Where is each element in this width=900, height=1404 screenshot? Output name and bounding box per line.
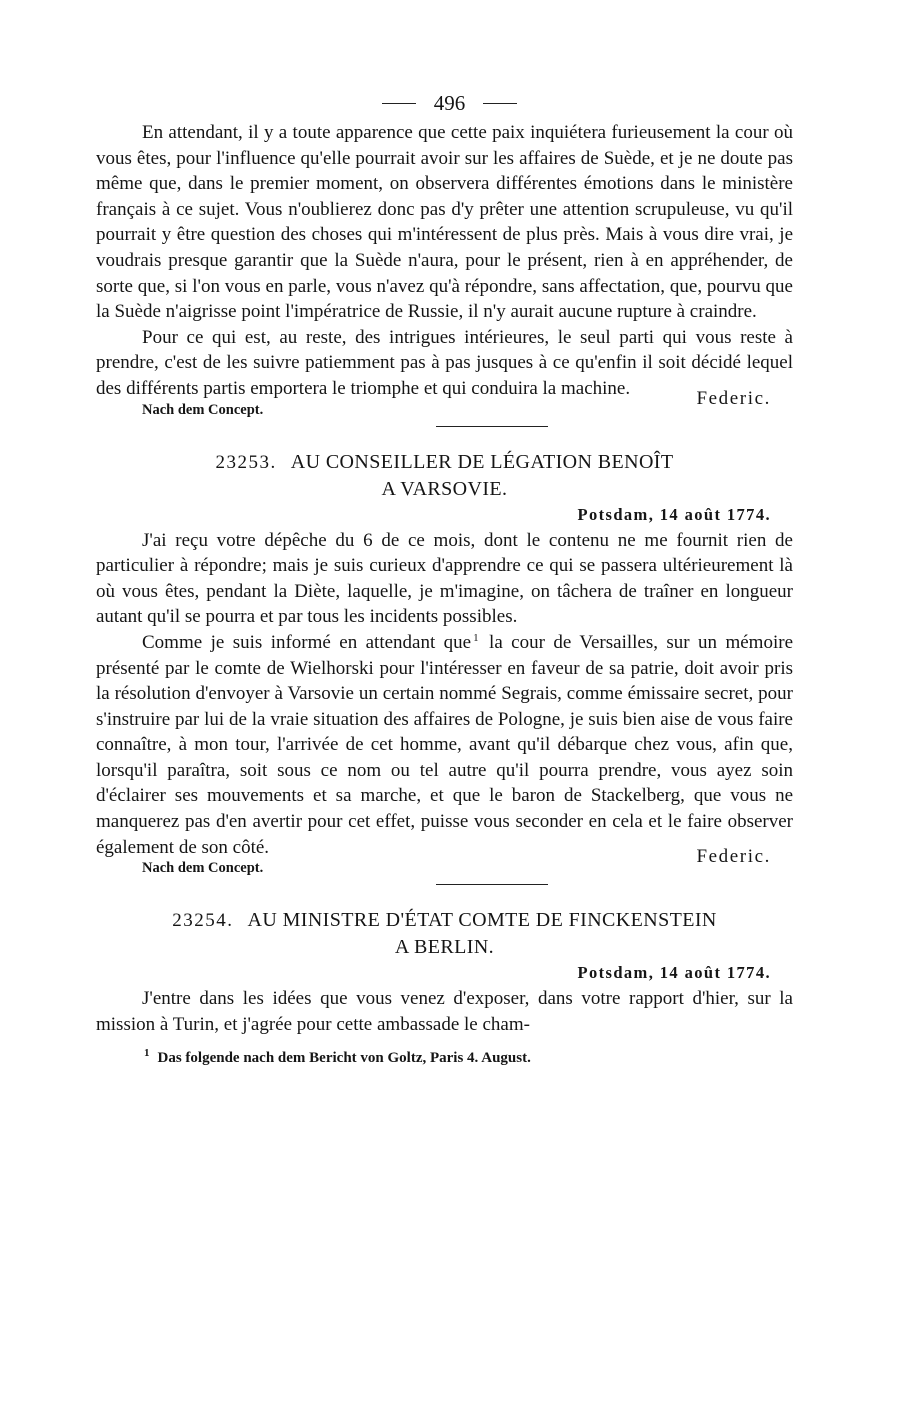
section-divider — [436, 884, 548, 885]
footnote-text: Das folgende nach dem Bericht von Goltz, Paris 4. August. — [157, 1050, 531, 1067]
signature: Federic. — [696, 846, 771, 868]
section-divider — [436, 426, 548, 427]
signature: Federic. — [696, 387, 771, 409]
letter-number: 23253. — [215, 451, 277, 473]
dateline: Potsdam, 14 août 1774. — [577, 963, 771, 983]
continuation-paragraph-1: En attendant, il y a toute apparence que cette paix inquiétera furieusement la cour où vous êtes, pour l'influence qu'elle pourrait avoir sur les affaires de Suède, et je ne doute pas même que, dans le premier moment, on observera différentes émotions dans le ministère français à ce sujet. Vous n'oublierez donc pas d'y prêter une attention scrupuleuse, vu qu'il pourrait y être question des choses qui m'intéressent de plus près. Mais à vous dire vrai, je voudrais presque garantir que la Suède n'aura, pour le présent, rien à en appréhender, de sorte que, si l'on vous en parle, vous n'avez qu'à répondre, sans affectation, que, pourvu que la Suède n'aigrisse point l'impératrice de Russie, il n'y aurait aucune rupture à craindre. — [96, 122, 793, 323]
letter-paragraph-1: J'ai reçu votre dépêche du 6 de ce mois, dont le contenu ne me fournit rien de particulier à répondre; mais je suis curieux d'apprendre ce qui se passera ultérieurement là où vous êtes, pendant la Diète, laquelle, je m'imagine, on tâchera de traîner en longueur autant qu'il se pourra et par tous les incidents possibles. — [96, 529, 793, 628]
letter-heading-line-1 — [96, 907, 793, 934]
page-number: 496 — [433, 90, 466, 115]
footnote-mark: 1 — [144, 1047, 150, 1060]
source-note: Nach dem Concept. — [142, 860, 264, 877]
letter-paragraph-2 — [96, 630, 793, 860]
footnote — [144, 1047, 793, 1067]
book-page — [96, 86, 793, 1067]
letter-paragraph-1: J'entre dans les idées que vous venez d'exposer, dans votre rapport d'hier, sur la mission à Turin, et j'agrée pour cette ambassade le cham- — [96, 988, 793, 1035]
letter-heading-line-2: A BERLIN. — [394, 936, 495, 959]
letter-recipient: AU MINISTRE D'ÉTAT COMTE DE FINCKENSTEIN — [247, 909, 717, 932]
letter-paragraph-2-start: Comme je suis informé en attendant que — [142, 631, 472, 653]
letter-paragraph-2-rest: la cour de Versailles, sur un mémoire présenté par le comte de Wielhorski pour l'intéresser en faveur de sa patrie, doit avoir pris la résolution d'envoyer à Varsovie un certain nommé Segrais, comme émissaire secret, pour s'instruire par lui de la vraie situation des affaires de Pologne, je suis bien aise de vous faire connaître, à mon tour, l'arrivée de cet homme, avant qu'il débarque chez vous, afin que, lorsqu'il paraîtra, soit sous ce nom ou tel autre qu'il pourra prendre, vous ayez soin d'éclairer ses mouvements et sa marche, et que le baron de Stackelberg, que vous ne manquerez pas d'en avertir pour cet effet, puisse vous seconder en cela et le faire observer également de son côté. — [96, 631, 793, 858]
page-number-line — [106, 86, 793, 120]
letter-heading-line-2: A VARSOVIE. — [381, 477, 508, 500]
letter-number: 23254. — [172, 910, 234, 932]
continuation-paragraph-2: Pour ce qui est, au reste, des intrigues intérieures, le seul parti qui vous reste à prendre, c'est de les suivre patiemment pas à pas jusques à ce qu'enfin il soit décidé lequel des différents partis emportera le triomphe et qui conduira la machine. — [96, 326, 793, 399]
continuation-signature-row — [96, 387, 793, 424]
letter-signature-row — [96, 846, 793, 882]
source-note: Nach dem Concept. — [142, 401, 264, 418]
letter-heading-23253 — [96, 449, 793, 502]
page-number-dash-left — [382, 103, 416, 104]
letter-heading-23254 — [96, 907, 793, 960]
footnote-marker: 1 — [473, 631, 479, 644]
page-number-dash-right — [483, 103, 517, 104]
letter-heading-line-1 — [96, 449, 793, 476]
dateline: Potsdam, 14 août 1774. — [577, 504, 771, 524]
letter-recipient: AU CONSEILLER DE LÉGATION BENOÎT — [290, 450, 674, 473]
